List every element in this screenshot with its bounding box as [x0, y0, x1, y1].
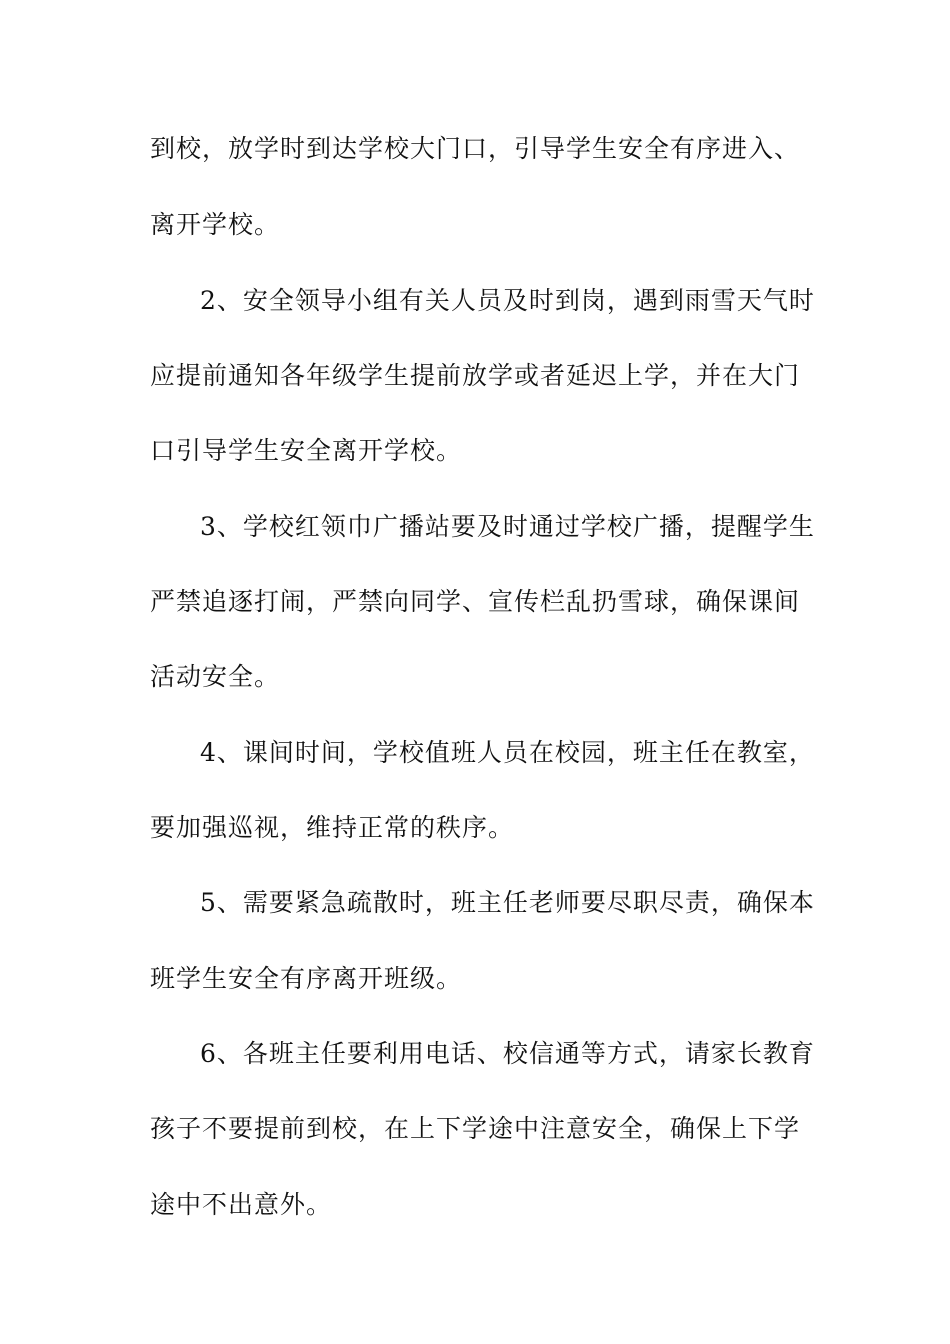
- text-line: 孩子不要提前到校，在上下学途中注意安全，确保上下学: [150, 1114, 801, 1143]
- text-line: 到校，放学时到达学校大门口，引导学生安全有序进入、: [150, 134, 801, 163]
- text-line: 活动安全。: [150, 662, 281, 691]
- text-line: 途中不出意外。: [150, 1190, 333, 1219]
- paragraph-5-start: 5、需要紧急疏散时，班主任老师要尽职尽责，确保本: [200, 888, 815, 917]
- text-line: 班学生安全有序离开班级。: [150, 964, 463, 993]
- paragraph-3-start: 3、学校红领巾广播站要及时通过学校广播，提醒学生: [200, 512, 815, 541]
- paragraph-6-start: 6、各班主任要利用电话、校信通等方式，请家长教育: [200, 1039, 815, 1068]
- paragraph-4-start: 4、课间时间，学校值班人员在校园，班主任在教室，: [200, 738, 815, 767]
- text-line: 应提前通知各年级学生提前放学或者延迟上学，并在大门: [150, 361, 801, 390]
- text-line: 要加强巡视，维持正常的秩序。: [150, 813, 515, 842]
- text-line: 离开学校。: [150, 210, 281, 239]
- paragraph-2-start: 2、安全领导小组有关人员及时到岗，遇到雨雪天气时: [200, 286, 815, 315]
- text-line: 严禁追逐打闹，严禁向同学、宣传栏乱扔雪球，确保课间: [150, 587, 801, 616]
- text-line: 口引导学生安全离开学校。: [150, 436, 463, 465]
